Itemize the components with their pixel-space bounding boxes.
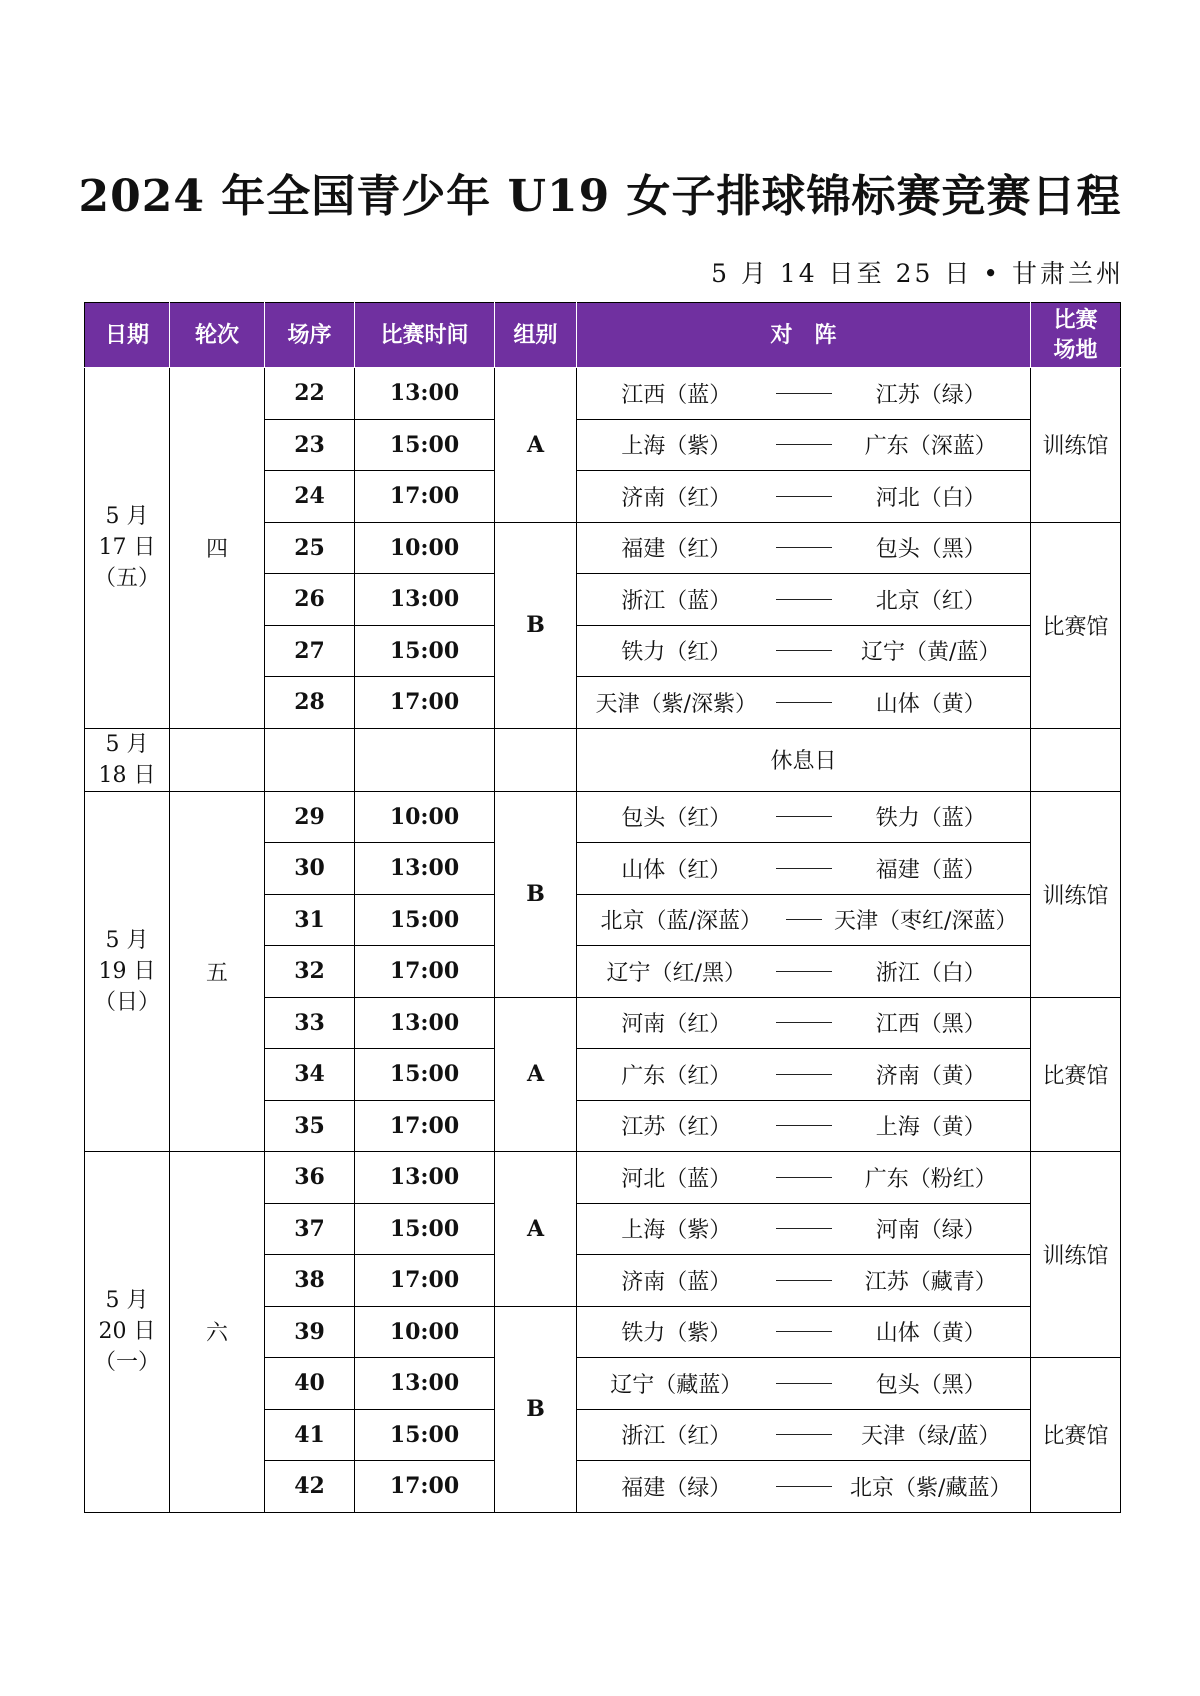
- group-cell: A: [495, 997, 577, 1152]
- away-team: 山体（黄）: [875, 691, 986, 717]
- home-team: 上海（紫）: [621, 1218, 732, 1244]
- group-cell: A: [495, 368, 577, 523]
- match-no: 27: [265, 625, 355, 677]
- match-time: 15:00: [355, 1409, 495, 1461]
- away-team: 广东（深蓝）: [864, 434, 997, 460]
- empty-cell: [265, 728, 355, 791]
- header-date: 日期: [85, 303, 170, 368]
- away-team: 北京（红）: [875, 588, 986, 614]
- away-team: 天津（枣红/深蓝）: [834, 909, 1018, 935]
- date-day: 18 日: [98, 762, 156, 788]
- away-team: 江西（黑）: [875, 1012, 986, 1038]
- date-weekday: （日）: [93, 989, 160, 1015]
- header-round: 轮次: [170, 303, 265, 368]
- matchup-cell: [577, 1049, 1031, 1101]
- matchup-cell: [577, 522, 1031, 574]
- match-time: 15:00: [355, 625, 495, 677]
- versus-dash: [776, 868, 832, 869]
- match-no: 37: [265, 1203, 355, 1255]
- away-team: 江苏（藏青）: [864, 1269, 997, 1295]
- header-matchup: 对 阵: [577, 303, 1031, 368]
- table-header-row: [85, 303, 1121, 368]
- matchup-cell: [577, 368, 1031, 420]
- match-time: 15:00: [355, 1049, 495, 1101]
- matchup-cell: [577, 1203, 1031, 1255]
- away-team: 上海（黄）: [875, 1115, 986, 1141]
- date-day: 20 日: [98, 1319, 156, 1345]
- group-cell: B: [495, 791, 577, 997]
- match-no: 23: [265, 419, 355, 471]
- date-month: 5 月: [105, 731, 149, 757]
- match-no: 30: [265, 843, 355, 895]
- matchup-cell: [577, 574, 1031, 626]
- home-team: 浙江（蓝）: [621, 588, 732, 614]
- home-team: 上海（紫）: [621, 434, 732, 460]
- match-time: 13:00: [355, 997, 495, 1049]
- versus-dash: [776, 1125, 832, 1126]
- versus-dash: [776, 816, 832, 817]
- match-no: 39: [265, 1306, 355, 1358]
- group-cell: A: [495, 1152, 577, 1307]
- match-no: 29: [265, 791, 355, 843]
- matchup-cell: [577, 625, 1031, 677]
- match-no: 26: [265, 574, 355, 626]
- group-cell: B: [495, 1306, 577, 1512]
- match-time: 17:00: [355, 677, 495, 729]
- table-row: [85, 1152, 1121, 1204]
- home-team: 济南（蓝）: [621, 1269, 732, 1295]
- match-no: 34: [265, 1049, 355, 1101]
- match-no: 22: [265, 368, 355, 420]
- venue-cell: 训练馆: [1031, 368, 1121, 523]
- match-time: 15:00: [355, 419, 495, 471]
- home-team: 江苏（红）: [621, 1115, 732, 1141]
- home-team: 包头（红）: [621, 806, 732, 832]
- away-team: 济南（黄）: [875, 1063, 986, 1089]
- matchup-cell: [577, 1409, 1031, 1461]
- match-no: 35: [265, 1100, 355, 1152]
- versus-dash: [776, 1383, 832, 1384]
- date-cell: [85, 368, 170, 729]
- home-team: 铁力（紫）: [621, 1321, 732, 1347]
- versus-dash: [776, 444, 832, 445]
- round-cell: 五: [170, 791, 265, 1152]
- versus-dash: [776, 1486, 832, 1487]
- away-team: 包头（黑）: [875, 537, 986, 563]
- away-team: 北京（紫/藏蓝）: [850, 1475, 1012, 1501]
- match-time: 15:00: [355, 894, 495, 946]
- versus-dash: [776, 971, 832, 972]
- versus-dash: [776, 1434, 832, 1435]
- page-title: 2024 年全国青少年 U19 女子排球锦标赛竞赛日程: [78, 171, 1122, 222]
- date-month: 5 月: [105, 927, 149, 953]
- match-time: 13:00: [355, 368, 495, 420]
- away-team: 辽宁（黄/蓝）: [861, 640, 1001, 666]
- empty-cell: [355, 728, 495, 791]
- match-time: 17:00: [355, 946, 495, 998]
- date-month: 5 月: [105, 504, 149, 530]
- home-team: 北京（蓝/深蓝）: [600, 909, 762, 935]
- matchup-cell: [577, 471, 1031, 523]
- home-team: 辽宁（红/黑）: [606, 960, 746, 986]
- match-no: 36: [265, 1152, 355, 1204]
- match-time: 10:00: [355, 791, 495, 843]
- versus-dash: [776, 1074, 832, 1075]
- table-row: [85, 791, 1121, 843]
- matchup-cell: [577, 1255, 1031, 1307]
- empty-cell: [170, 728, 265, 791]
- matchup-cell: [577, 997, 1031, 1049]
- round-cell: 四: [170, 368, 265, 729]
- date-cell: [85, 1152, 170, 1513]
- matchup-cell: [577, 1358, 1031, 1410]
- header-group: 组别: [495, 303, 577, 368]
- match-no: 28: [265, 677, 355, 729]
- home-team: 广东（红）: [621, 1063, 732, 1089]
- away-team: 福建（蓝）: [875, 857, 986, 883]
- away-team: 广东（粉红）: [864, 1166, 997, 1192]
- date-weekday: （一）: [93, 1350, 160, 1376]
- match-time: 10:00: [355, 522, 495, 574]
- home-team: 河南（红）: [621, 1012, 732, 1038]
- away-team: 包头（黑）: [875, 1372, 986, 1398]
- header-venue: [1031, 303, 1121, 368]
- away-team: 浙江（白）: [875, 960, 986, 986]
- match-no: 40: [265, 1358, 355, 1410]
- match-no: 38: [265, 1255, 355, 1307]
- venue-cell: 比赛馆: [1031, 997, 1121, 1152]
- versus-dash: [776, 1280, 832, 1281]
- venue-cell: 训练馆: [1031, 791, 1121, 997]
- round-cell: 六: [170, 1152, 265, 1513]
- match-no: 42: [265, 1461, 355, 1513]
- matchup-cell: [577, 1152, 1031, 1204]
- versus-dash: [786, 919, 822, 920]
- match-no: 33: [265, 997, 355, 1049]
- match-time: 13:00: [355, 574, 495, 626]
- away-team: 山体（黄）: [875, 1321, 986, 1347]
- away-team: 河南（绿）: [875, 1218, 986, 1244]
- home-team: 江西（蓝）: [621, 382, 732, 408]
- match-time: 17:00: [355, 1255, 495, 1307]
- date-day: 17 日: [98, 535, 156, 561]
- versus-dash: [776, 1228, 832, 1229]
- rest-day-label: 休息日: [577, 728, 1031, 791]
- empty-cell: [495, 728, 577, 791]
- group-cell: B: [495, 522, 577, 728]
- home-team: 河北（蓝）: [621, 1166, 732, 1192]
- home-team: 济南（红）: [621, 485, 732, 511]
- match-no: 41: [265, 1409, 355, 1461]
- match-time: 17:00: [355, 471, 495, 523]
- date-cell: [85, 728, 170, 791]
- home-team: 天津（紫/深紫）: [595, 691, 757, 717]
- venue-cell: 比赛馆: [1031, 522, 1121, 728]
- matchup-cell: [577, 791, 1031, 843]
- page-subtitle: 5 月 14 日至 25 日 • 甘肃兰州: [711, 259, 1124, 288]
- schedule-table: [84, 302, 1121, 1513]
- match-no: 32: [265, 946, 355, 998]
- home-team: 辽宁（藏蓝）: [610, 1372, 743, 1398]
- match-time: 13:00: [355, 1358, 495, 1410]
- header-venue-line2: 场地: [1053, 337, 1098, 363]
- match-no: 25: [265, 522, 355, 574]
- header-match-no: 场序: [265, 303, 355, 368]
- versus-dash: [776, 702, 832, 703]
- date-cell: [85, 791, 170, 1152]
- away-team: 铁力（蓝）: [875, 806, 986, 832]
- matchup-cell: [577, 677, 1031, 729]
- date-month: 5 月: [105, 1288, 149, 1314]
- versus-dash: [776, 1331, 832, 1332]
- versus-dash: [776, 496, 832, 497]
- match-time: 13:00: [355, 843, 495, 895]
- match-time: 10:00: [355, 1306, 495, 1358]
- home-team: 浙江（红）: [621, 1424, 732, 1450]
- date-day: 19 日: [98, 958, 156, 984]
- matchup-cell: [577, 1100, 1031, 1152]
- match-time: 17:00: [355, 1461, 495, 1513]
- home-team: 铁力（红）: [621, 640, 732, 666]
- home-team: 福建（绿）: [621, 1475, 732, 1501]
- away-team: 河北（白）: [875, 485, 986, 511]
- matchup-cell: [577, 946, 1031, 998]
- match-no: 31: [265, 894, 355, 946]
- matchup-cell: [577, 1461, 1031, 1513]
- matchup-cell: [577, 1306, 1031, 1358]
- rest-day-row: [85, 728, 1121, 791]
- header-time: 比赛时间: [355, 303, 495, 368]
- versus-dash: [776, 599, 832, 600]
- venue-cell: 比赛馆: [1031, 1358, 1121, 1513]
- match-time: 17:00: [355, 1100, 495, 1152]
- versus-dash: [776, 1022, 832, 1023]
- match-time: 15:00: [355, 1203, 495, 1255]
- venue-cell: 训练馆: [1031, 1152, 1121, 1358]
- versus-dash: [776, 650, 832, 651]
- matchup-cell: [577, 419, 1031, 471]
- matchup-cell: [577, 843, 1031, 895]
- header-venue-line1: 比赛: [1053, 307, 1098, 333]
- away-team: 江苏（绿）: [875, 382, 986, 408]
- table-row: [85, 368, 1121, 420]
- versus-dash: [776, 393, 832, 394]
- empty-cell: [1031, 728, 1121, 791]
- away-team: 天津（绿/蓝）: [861, 1424, 1001, 1450]
- match-no: 24: [265, 471, 355, 523]
- match-time: 13:00: [355, 1152, 495, 1204]
- home-team: 山体（红）: [621, 857, 732, 883]
- matchup-cell: [577, 894, 1031, 946]
- home-team: 福建（红）: [621, 537, 732, 563]
- date-weekday: （五）: [93, 566, 160, 592]
- versus-dash: [776, 1177, 832, 1178]
- versus-dash: [776, 547, 832, 548]
